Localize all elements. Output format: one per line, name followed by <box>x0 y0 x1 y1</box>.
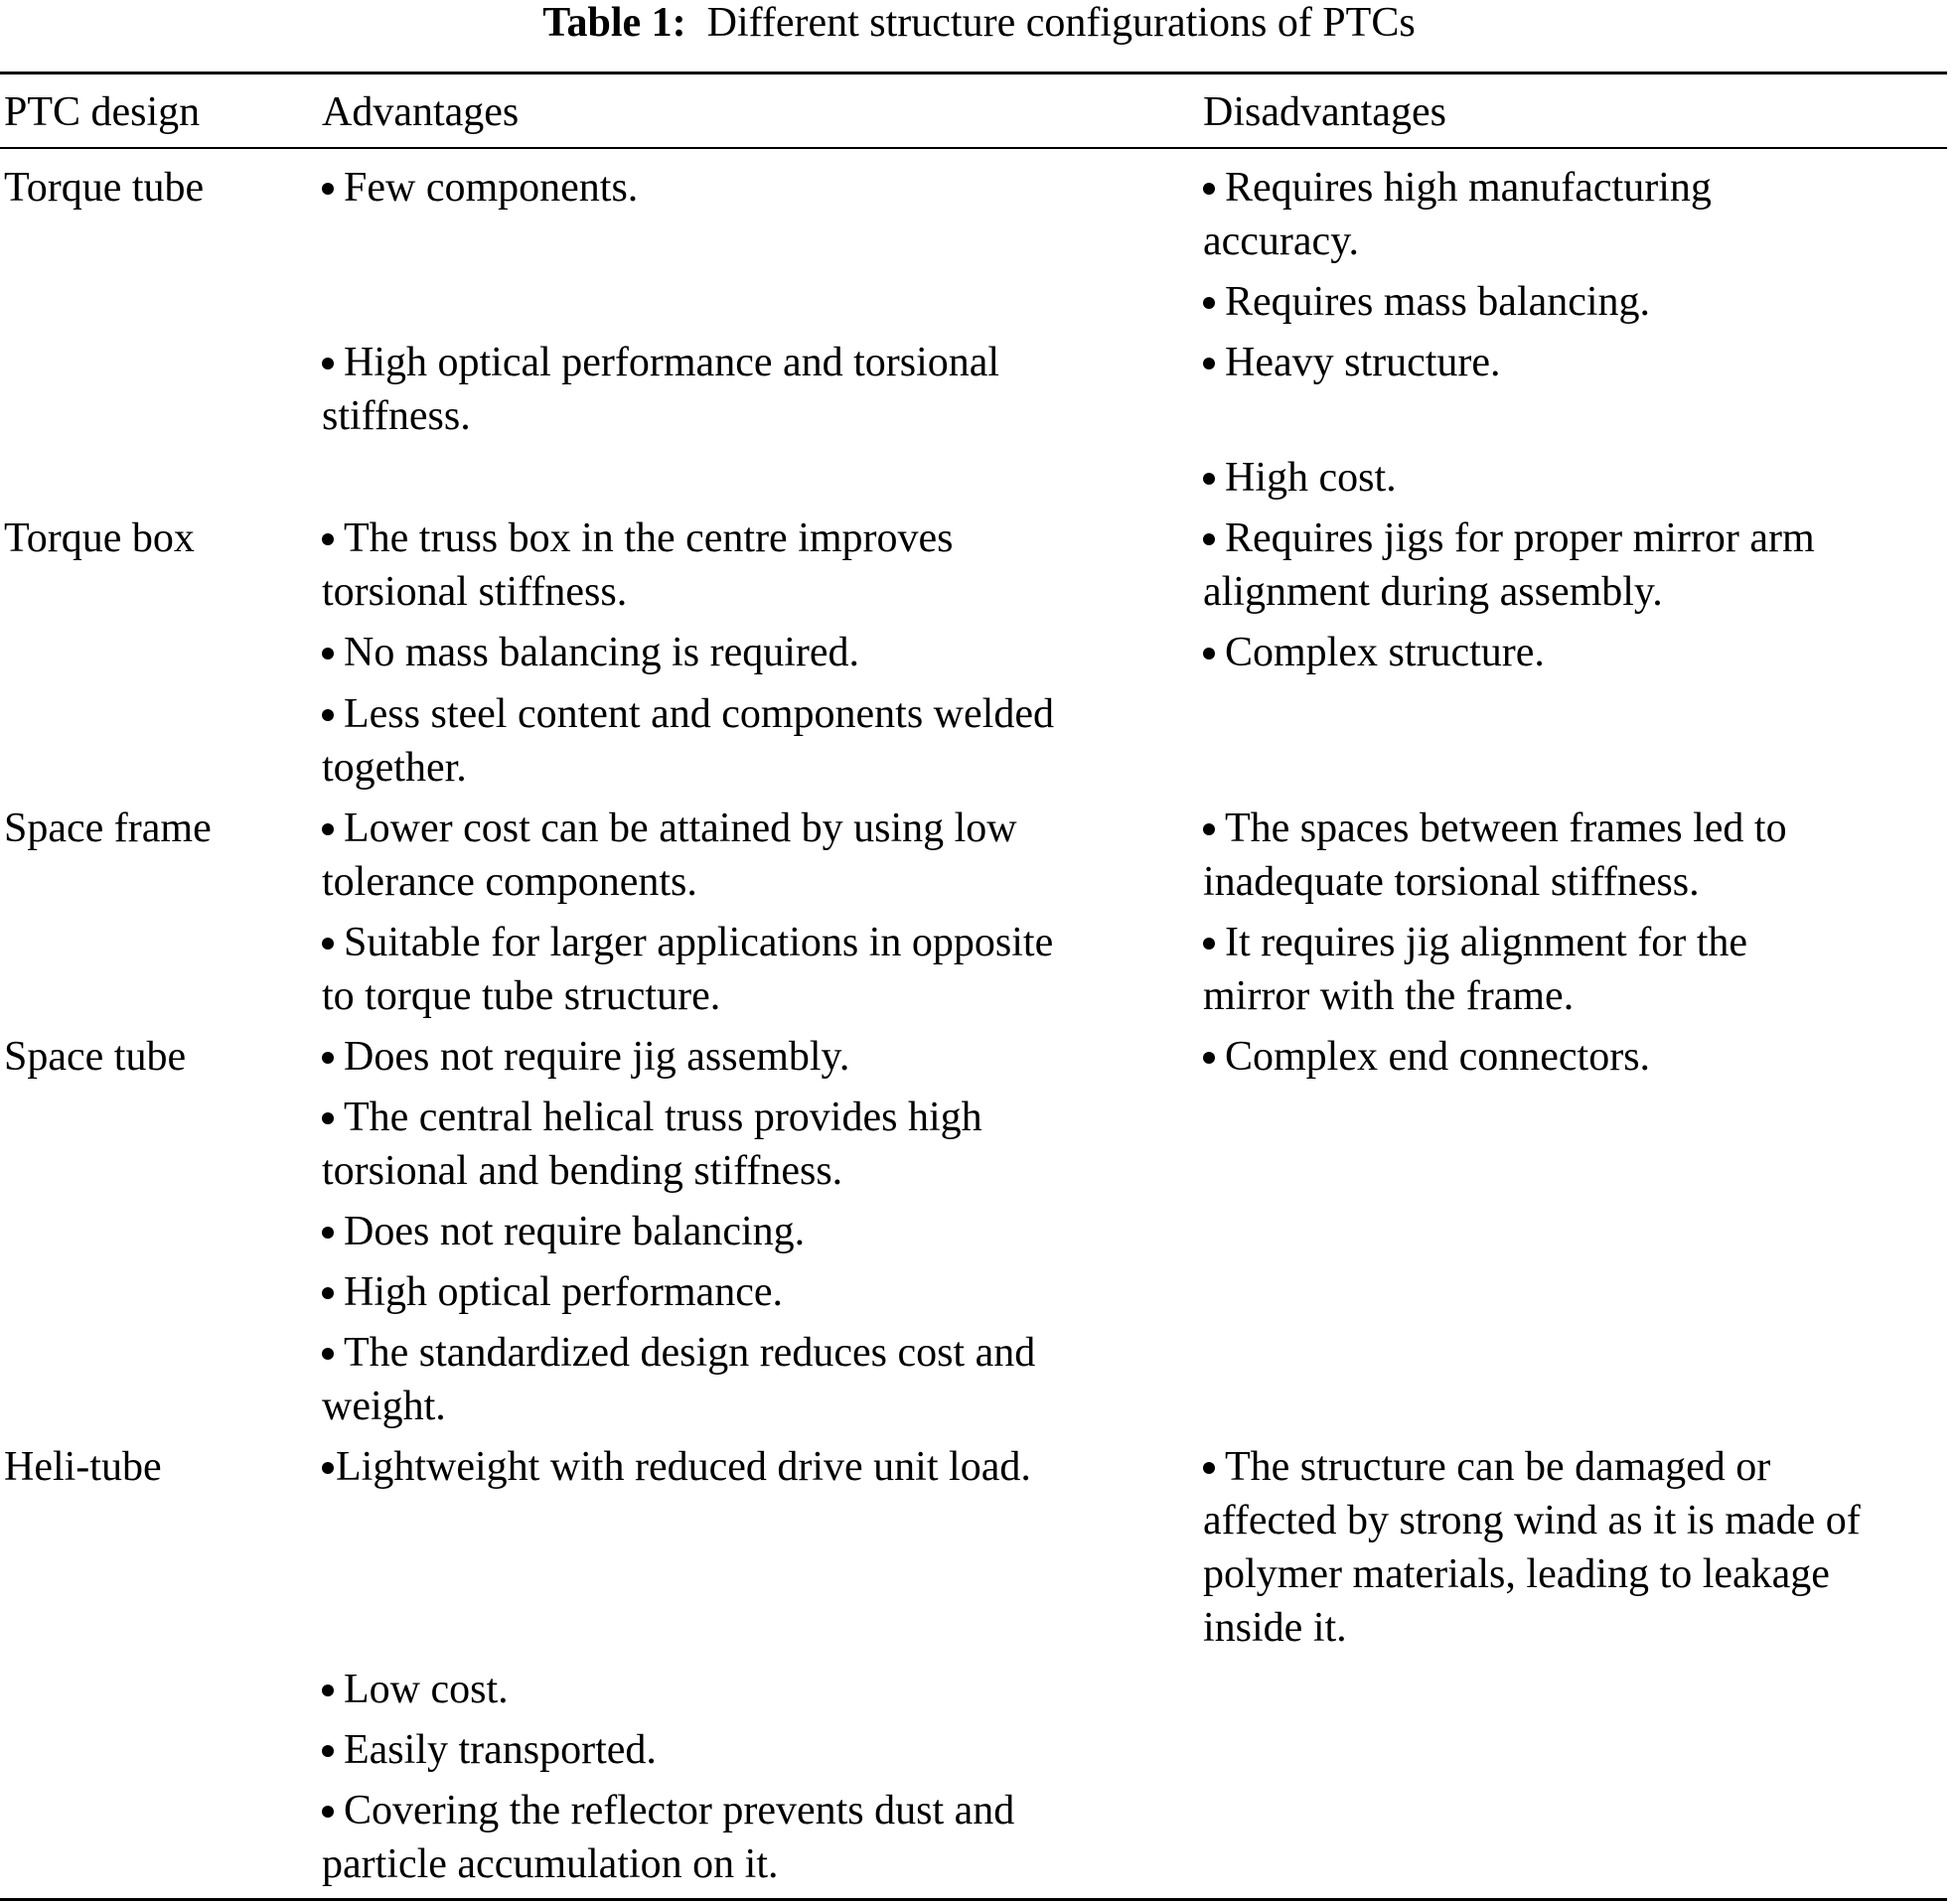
bullet-icon <box>322 1462 334 1474</box>
bullet-icon <box>322 938 334 950</box>
bullet-icon <box>322 1348 334 1360</box>
advantage-item: Suitable for larger applications in opposite to torque tube structure. <box>322 920 1054 1019</box>
advantage-item: The central helical truss provides high torsional and bending stiffness. <box>322 1095 982 1194</box>
bullet-icon <box>322 709 334 721</box>
header-advantages: Advantages <box>322 89 520 135</box>
table-caption <box>0 0 1958 46</box>
row-design-space-frame: Space frame <box>4 806 212 851</box>
advantage-item: No mass balancing is required. <box>322 626 859 679</box>
header-ptc-design: PTC design <box>4 89 201 135</box>
bullet-icon <box>1203 1462 1215 1474</box>
row-design-torque-tube: Torque tube <box>4 165 205 211</box>
advantage-item: The truss box in the centre improves torsional stiffness. <box>322 515 954 615</box>
advantage-item: Does not require balancing. <box>322 1205 805 1258</box>
bullet-icon <box>322 1052 334 1064</box>
bullet-icon <box>1203 1052 1215 1064</box>
bullet-icon <box>1203 823 1215 835</box>
bullet-icon <box>322 648 334 659</box>
advantage-item: Does not require jig assembly. <box>322 1030 849 1084</box>
header-disadvantages: Disadvantages <box>1203 89 1446 135</box>
disadvantage-item: Heavy structure. <box>1203 336 1501 389</box>
advantage-item: Less steel content and components welded together. <box>322 691 1054 791</box>
advantage-item: The standardized design reduces cost and weight. <box>322 1330 1036 1429</box>
disadvantage-item: Requires high manufacturing accuracy. <box>1203 165 1712 264</box>
advantage-item: Lightweight with reduced drive unit load. <box>322 1440 1031 1494</box>
bullet-icon <box>322 1745 334 1757</box>
bullet-icon <box>1203 297 1215 309</box>
bullet-icon <box>322 1806 334 1818</box>
bullet-icon <box>322 1227 334 1239</box>
disadvantage-item: Requires jigs for proper mirror arm alignment during assembly. <box>1203 515 1815 615</box>
bullet-icon <box>1203 183 1215 195</box>
disadvantage-item: Complex structure. <box>1203 626 1545 679</box>
disadvantage-item: Requires mass balancing. <box>1203 275 1650 329</box>
disadvantage-item: The spaces between frames led to inadequate torsional stiffness. <box>1203 806 1787 905</box>
advantage-item: Easily transported. <box>322 1723 657 1777</box>
bullet-icon <box>322 1112 334 1124</box>
row-design-heli-tube: Heli-tube <box>4 1444 162 1490</box>
advantage-item: Few components. <box>322 161 638 215</box>
bullet-icon <box>1203 358 1215 369</box>
top-rule <box>0 72 1947 74</box>
bullet-icon <box>322 358 334 369</box>
advantage-item: High optical performance. <box>322 1265 783 1319</box>
bullet-icon <box>322 823 334 835</box>
caption-text: Different structure configurations of PTCs <box>706 0 1416 46</box>
advantage-item: Low cost. <box>322 1663 509 1716</box>
advantage-item: High optical performance and torsional stiffness. <box>322 340 1000 439</box>
bottom-rule <box>0 1898 1947 1901</box>
bullet-icon <box>322 1287 334 1299</box>
disadvantage-item: The structure can be damaged or affected by strong wind as it is made of polymer materials, leading to leakage inside it. <box>1203 1444 1861 1651</box>
advantage-item: Covering the reflector prevents dust and particle accumulation on it. <box>322 1788 1015 1887</box>
disadvantage-item: Complex end connectors. <box>1203 1030 1650 1084</box>
bullet-icon <box>1203 533 1215 545</box>
header-rule <box>0 147 1947 149</box>
disadvantage-item: It requires jig alignment for the mirror with the frame. <box>1203 920 1748 1019</box>
bullet-icon <box>322 1684 334 1696</box>
bullet-icon <box>1203 473 1215 485</box>
bullet-icon <box>322 533 334 545</box>
disadvantage-item: High cost. <box>1203 451 1397 505</box>
bullet-icon <box>322 183 334 195</box>
row-design-space-tube: Space tube <box>4 1034 187 1080</box>
caption-label: Table 1: <box>542 0 686 46</box>
advantage-item: Lower cost can be attained by using low tolerance components. <box>322 806 1017 905</box>
bullet-icon <box>1203 938 1215 950</box>
row-design-torque-box: Torque box <box>4 515 195 561</box>
bullet-icon <box>1203 648 1215 659</box>
